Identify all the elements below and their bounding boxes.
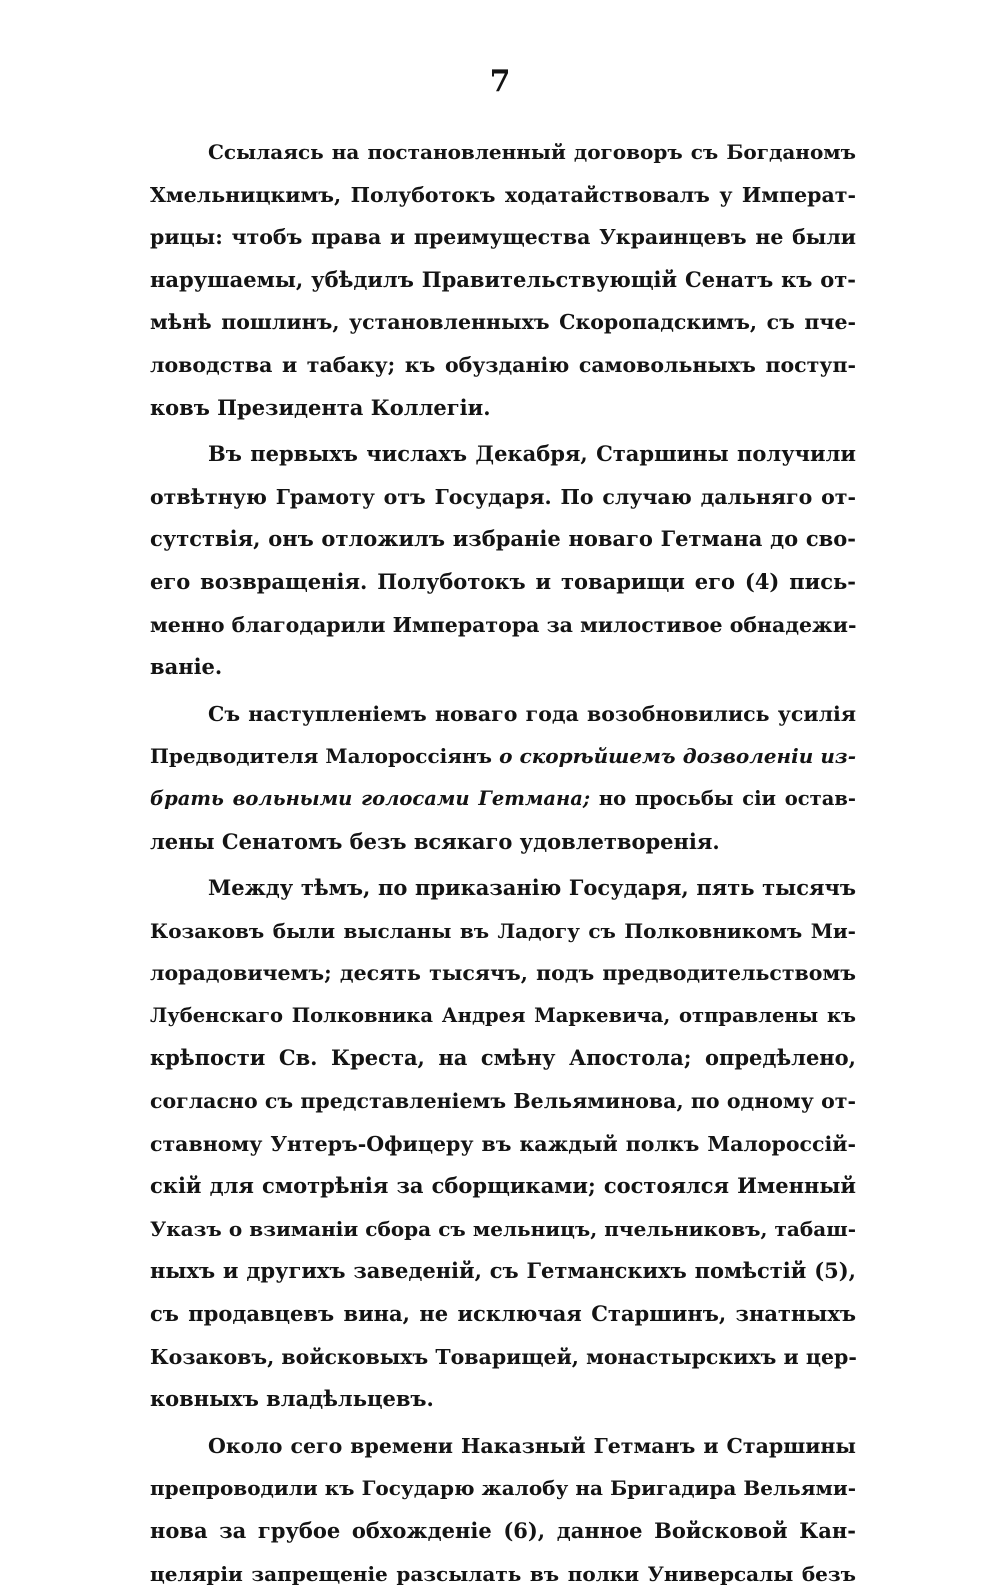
text-line: лорадовичемъ; десять тысячъ, подъ предводительствомъ (150, 961, 856, 986)
text-line: Ссылаясь на постановленный договоръ съ Богданомъ (208, 140, 856, 164)
text-line: скій для смотрѣнія за сборщиками; состоялся Именный (150, 1173, 856, 1199)
body-text (150, 131, 856, 1595)
text-line: Козаковъ были высланы въ Ладогу съ Полковникомъ Ми- (150, 918, 856, 943)
page-number: 7 (489, 64, 511, 99)
text-line: ставному Унтеръ-Офицеру въ каждый полкъ Малороссій- (150, 1131, 856, 1156)
text-line: мѣнѣ пошлинъ, установленныхъ Скоропадскимъ, съ пче- (150, 310, 856, 335)
text-line: ныхъ и другихъ заведеній, съ Гетманскихъ помѣстій (5), (150, 1258, 856, 1284)
text-line: нова за грубое обхожденіе (6), данное Войсковой Кан- (150, 1518, 856, 1543)
text-line: ваніе. (150, 654, 223, 680)
text-span: Предводителя Малороссіянъ (150, 744, 500, 769)
text-line: Около сего времени Наказный Гетманъ и Старшины (208, 1433, 856, 1458)
text-line: Указъ о взиманіи сбора съ мельницъ, пчельниковъ, табаш- (150, 1216, 856, 1241)
text-line: Козаковъ, войсковыхъ Товарищей, монастырскихъ и цер- (150, 1344, 857, 1369)
text-line: препроводили къ Государю жалобу на Бригадира Вельями- (150, 1476, 856, 1501)
text-line: крѣпости Св. Креста, на смѣну Апостола; опредѣлено, (150, 1045, 856, 1071)
text-line: Хмельницкимъ, Полуботокъ ходатайствовалъ у Императ- (150, 182, 856, 207)
text-line: сутствія, онъ отложилъ избраніе новаго Гетмана до сво- (150, 526, 856, 552)
paragraph-3 (150, 693, 856, 863)
italic-text: о скорѣйшемъ дозволеніи из- (499, 744, 856, 769)
text-line: Между тѣмъ, по приказанію Государя, пять тысячъ (208, 875, 856, 901)
text-line: согласно съ представленіемъ Вельяминова, по одному от- (150, 1089, 856, 1114)
italic-text: брать вольными голосами Гетмана; (150, 786, 591, 810)
paragraph-5 (150, 1425, 856, 1595)
text-span: но просьбы сіи остав- (590, 786, 856, 810)
paragraph-2 (150, 433, 856, 689)
text-line: рицы: чтобъ права и преимущества Украинцевъ не были (150, 225, 856, 250)
text-line: отвѣтную Грамоту отъ Государя. По случаю дальняго от- (150, 484, 856, 509)
text-line: съ продавцевъ вина, не исключая Старшинъ, знатныхъ (150, 1301, 856, 1327)
text-line: Въ первыхъ числахъ Декабря, Старшины получили (208, 441, 856, 467)
paragraph-4 (150, 867, 856, 1421)
text-line: ковныхъ владѣльцевъ. (150, 1386, 434, 1412)
text-line: Съ наступленіемъ новаго года возобновились усилія (208, 701, 856, 726)
text-line: ковъ Президента Коллегіи. (150, 394, 491, 420)
text-line: нарушаемы, убѣдилъ Правительствующій Сенатъ къ от- (150, 266, 856, 292)
text-line: Лубенскаго Полковника Андрея Маркевича, отправлены къ (150, 1003, 856, 1027)
text-line (150, 778, 856, 821)
text-line: ловодства и табаку; къ обузданію самовольныхъ поступ- (150, 352, 856, 377)
text-line: его возвращенія. Полуботокъ и товарищи его (4) пись- (150, 568, 856, 594)
text-line: лены Сенатомъ безъ всякаго удовлетворенія. (150, 828, 720, 854)
paragraph-1 (150, 131, 856, 429)
text-line: менно благодарили Императора за милостивое обнадежи- (150, 612, 857, 637)
text-line (150, 735, 856, 778)
text-line: целяріи запрещеніе разсылать въ полки Универсалы безъ (150, 1561, 856, 1586)
